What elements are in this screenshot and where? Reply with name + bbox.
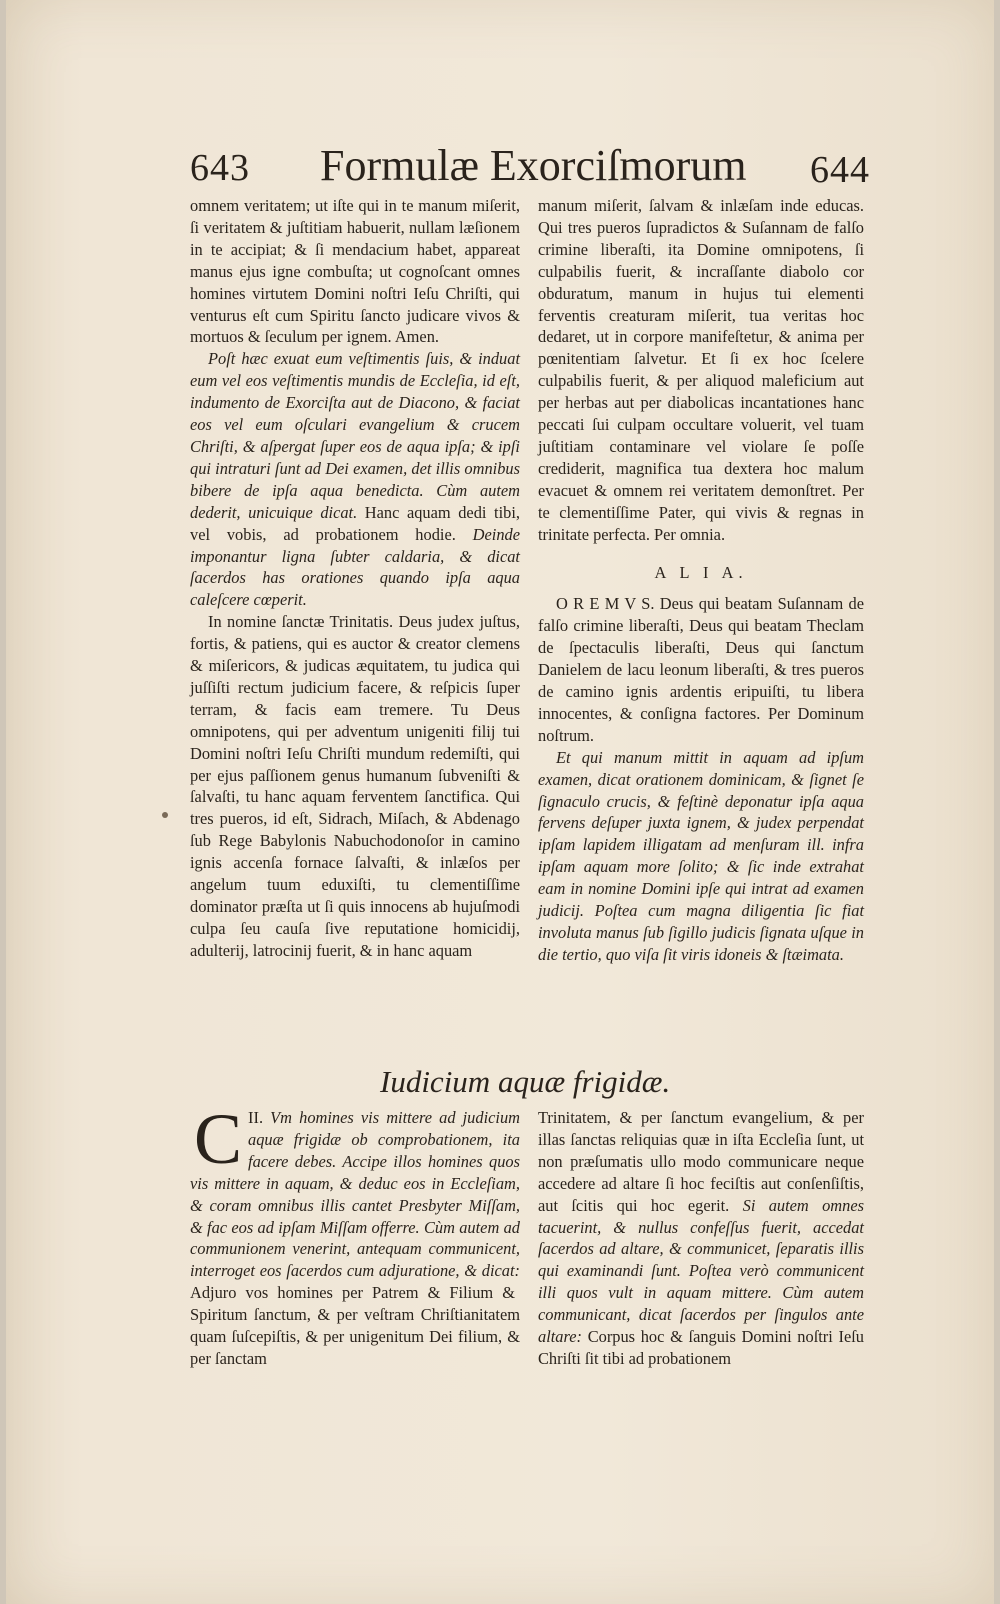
prayer-paragraph (538, 593, 864, 746)
spoken-text: Hanc aquam dedi tibi, vel vobis, ad probationem hodie. (190, 502, 520, 544)
left-column (190, 195, 520, 962)
spoken-text: Trinitatem, & per ſanctum evangelium, & per illas ſanctas reliquias quæ in iſta Eccleſia ſunt, ut non præſumatis ullo modo communicare neque accedere ad altare ſi hoc feciſtis aut conſenſiſtis, aut ſcitis qui hoc egerit. (538, 1108, 864, 1215)
rubric-text: Deinde imponantur ligna ſubter caldaria, & dicat ſacerdos has orationes quando ipſa aqua caleſcere cœperit. (190, 524, 520, 610)
page-number-left: 643 (190, 147, 250, 189)
spoken-text: Adjuro vos homines per Patrem & Filium & Spiritum ſanctum, & per veſtram Chriſtianitatem quam ſuſcepiſtis, & per unigenitum Dei filium, & per ſanctam (190, 1283, 520, 1368)
prayer-text: Deus qui beatam Suſannam de falſo crimine liberaſti, Deus qui beatam Theclam de ſpectaculis liberaſti, Deus qui ſanctum Danielem de lacu leonum liberaſti, & tres pueros de camino ignis ardentis eripuiſti, tu libera innocentes, & conſigna factores. Per Dominum noſtrum. (538, 594, 864, 745)
rubric-text: Vm homines vis mittere ad judicium aquæ frigidæ ob comprobationem, ita facere debes. Accipe illos homines quos vis mittere in aquam, & deduc eos in Eccleſiam, & coram omnibus illis cantet Presbyter Miſſam, & fac eos ad ipſam Miſſam offerre. Cùm autem ad communionem venerint, antequam communicent, interroget eos ſacerdos cum adjuratione, & dicat: (190, 1108, 520, 1281)
section-right-column (538, 1107, 864, 1370)
paragraph: In nomine ſanctæ Trinitatis. Deus judex juſtus, fortis, & patiens, qui es auctor & creator clemens & miſericors, & judicas æquitatem, tu judica qui juſſiſti rectum judicium facere, & reſpicis ſuper terram, & facis eam tremere. Tu Deus omnipotens, qui per adventum unigeniti filij tui Domini noſtri Ieſu Chriſti mundum redemiſti, qui per ejus paſſionem genus humanum ſubveniſti & ſalvaſti, tu hanc aquam ferventem ſanctifica. Qui tres pueros, id eſt, Sidrach, Miſach, & Abdenago ſub Rege Babylonis Nabuchodonoſor in camino ignis accenſa fornace ſalvaſti, & inlæſos per angelum tuum eduxiſti, tu clementiſſime dominator præſta ut ſi quis innocens ab hujuſmodi culpa ſeu cauſa ſive reputatione homicidij, adulterij, latrocinij fuerit, & in hanc aquam (190, 612, 520, 960)
running-head (190, 140, 870, 200)
spoken-text: Corpus hoc & ſanguis Domini noſtri Ieſu Chriſti ſit tibi ad probationem (538, 1327, 864, 1368)
drop-cap: C (194, 1099, 243, 1179)
page-title: Formulæ Exorciſmorum (320, 141, 747, 190)
rubric-text: Poſt hæc exuat eum veſtimentis ſuis, & induat eum vel eos veſtimentis mundis de Eccleſia, id eſt, indumento de Exorciſta aut de Diacono, & faciat eos vel eum oſculari evangelium & crucem Chriſti, & aſpergat ſuper eos de aqua ipſa; & ipſi qui intraturi ſunt ad Dei examen, det illis omnibus bibere de ipſa aqua benedicta. Cùm autem dederit, unicuique dicat. (190, 349, 520, 522)
ink-spot (162, 812, 168, 818)
section-paragraph (538, 1107, 864, 1370)
rubric-paragraph (190, 348, 520, 611)
section-heading: Iudicium aquæ frigidæ. (380, 1064, 671, 1099)
rubric-text: Si autem omnes tacuerint, & nullus confeſſus fuerit, accedat ſacerdos ad altare, & communicet, ſeparatis illis qui examinandi ſunt. Poſtea verò communicent illi quos vult in aquam mittere. Cùm autem communicant, dicat ſacerdos per ſingulos ante altare: (538, 1195, 864, 1347)
section-paragraph (190, 1099, 520, 1370)
subheading: A L I A. (654, 562, 748, 582)
page-number-right: 644 (810, 149, 870, 191)
section-number: II. (248, 1108, 264, 1127)
section-left-column (190, 1099, 520, 1370)
right-column (538, 195, 864, 966)
paragraph: manum miſerit, ſalvam & inlæſam inde educas. Qui tres pueros ſupradictos & Suſannam de falſo crimine liberaſti, ita Domine omnipotens, ſi culpabilis fuerit, & incraſſante diabolo cor obduratum, manum in hujus tui elementi ferventis creaturam miſerit, tua veritas hoc dedaret, ut in corpore manifeſtetur, & anima per pœnitentiam ſalvetur. Et ſi ex hoc ſcelere culpabilis fuerit, & per aliquod maleficium aut per herbas aut per diabolicas incantationes hanc peccati ſui culpam occultare voluerit, vel tuam juſtitiam contaminare vel violare ſe poſſe crediderit, magnifica tua dextera hoc malum evacuet & omnem rei veritatem demonſtret. Per te clementiſſime Pater, qui vivis & regnas in trinitate perfecta. Per omnia. (538, 196, 864, 544)
prayer-lead: O R E M V S. (556, 594, 655, 614)
rubric-paragraph: Et qui manum mittit in aquam ad ipſum examen, dicat orationem dominicam, & ſignet ſe ſignaculo crucis, & feſtinè deponatur ipſa aqua fervens deſuper juxta ignem, & judex perpendat ipſam lapidem illigatam ad menſuram ill. infra ipſam aquam more ſolito; & ſic inde extrahat eam in nomine Domini ipſe qui intrat ad examen judicij. Poſtea cum magna diligentia ſic fiat involuta manus ſub ſigillo judicis ſignata uſque in die tertio, quo viſa ſit viris idoneis & ſtæimata. (538, 747, 864, 964)
paragraph: omnem veritatem; ut iſte qui in te manum miſerit, ſi veritatem & juſtitiam habuerit, nullam læſionem in te accipiat; & ſi mendacium habet, appareat manus ejus igne combuſta; ut cognoſcant omnes homines virtutem Domini noſtri Ieſu Chriſti, qui venturus eſt cum Spiritu ſancto judicare vivos & mortuos & ſeculum per ignem. Amen. (190, 196, 520, 347)
